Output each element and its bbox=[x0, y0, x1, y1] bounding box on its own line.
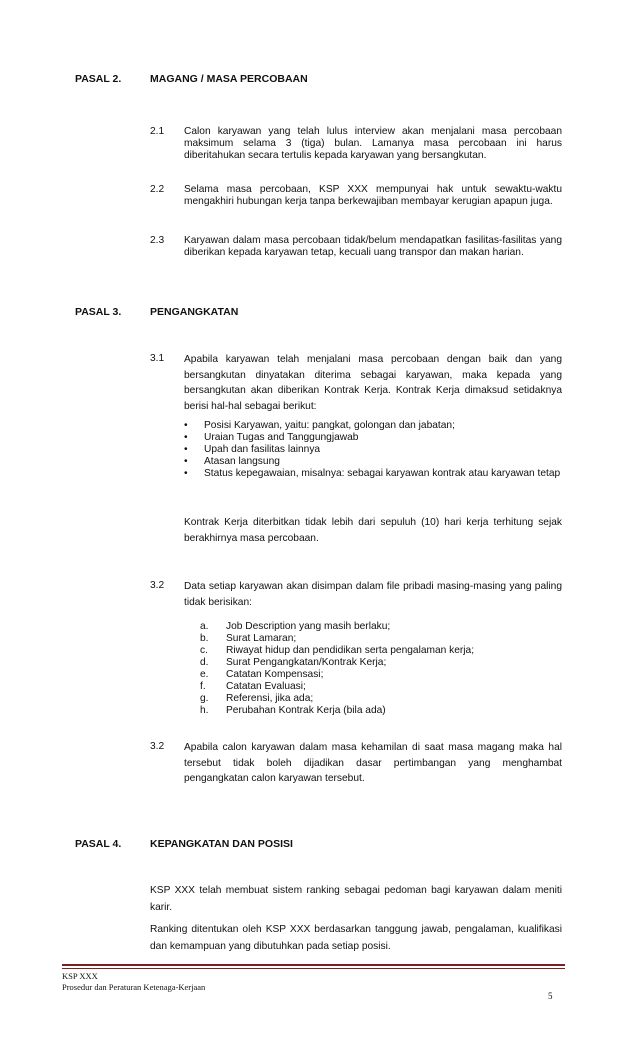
pasal-3-number: PASAL 3. bbox=[75, 306, 122, 318]
bullet-item: • Atasan langsung bbox=[184, 456, 280, 467]
bullet-item: • Upah dan fasilitas lainnya bbox=[184, 444, 321, 455]
list-item: f. Catatan Evaluasi; bbox=[200, 681, 306, 692]
bullet-item: • Uraian Tugas and Tanggungjawab bbox=[184, 432, 359, 443]
bullet-item: • Status kepegawaian, misalnya: sebagai karyawan kontrak atau karyawan tetap bbox=[184, 468, 561, 479]
pasal-3-bullet-list bbox=[184, 420, 562, 480]
footer-doc-title: Prosedur dan Peraturan Ketenaga-Kerjaan bbox=[62, 982, 206, 992]
pasal-4-paragraph-2: Ranking ditentukan oleh KSP XXX berdasarkan tanggung jawab, pengalaman, kualifikasi dan kemampuan yang dibutuhkan pada setiap posisi. bbox=[150, 924, 562, 952]
pasal-2-item-3-number: 2.3 bbox=[150, 235, 165, 246]
pasal-2-item-2-text: Selama masa percobaan, KSP XXX mempunyai hak untuk sewaktu-waktu mengakhiri hubungan kerja tanpa berkewajiban membayar kerugian apapun juga. bbox=[184, 184, 562, 207]
list-item: c. Riwayat hidup dan pendidikan serta pengalaman kerja; bbox=[200, 645, 475, 656]
footer-rule-thick bbox=[62, 964, 565, 966]
pasal-3-item-2-number: 3.2 bbox=[150, 580, 165, 591]
bullet-icon: • bbox=[184, 432, 188, 443]
pasal-2-item-1-number: 2.1 bbox=[150, 126, 165, 137]
bullet-item: • Posisi Karyawan, yaitu: pangkat, golongan dan jabatan; bbox=[184, 420, 455, 431]
pasal-2-item-3-text: Karyawan dalam masa percobaan tidak/belum mendapatkan fasilitas-fasilitas yang diberikan kepada karyawan tetap, kecuali uang transpor dan makan harian. bbox=[184, 235, 562, 258]
pasal-3-item-3-number: 3.2 bbox=[150, 741, 165, 752]
pasal-2-title: MAGANG / MASA PERCOBAAN bbox=[150, 73, 308, 85]
pasal-3-document-list bbox=[200, 621, 562, 717]
pasal-3-item-3-text: Apabila calon karyawan dalam masa kehamilan di saat masa magang maka hal tersebut tidak boleh dijadikan dasar pertimbangan yang menghambat pengangkatan calon karyawan tersebut. bbox=[184, 742, 562, 784]
pasal-4-paragraph-1: KSP XXX telah membuat sistem ranking sebagai pedoman bagi karyawan dalam meniti karir. bbox=[150, 885, 562, 913]
pasal-3-item-2-text: Data setiap karyawan akan disimpan dalam file pribadi masing-masing yang paling tidak berisikan: bbox=[184, 581, 562, 608]
pasal-2-item-2-number: 2.2 bbox=[150, 184, 165, 195]
page-number: 5 bbox=[548, 991, 553, 1001]
pasal-3-item-1-text: Apabila karyawan telah menjalani masa percobaan dengan baik dan yang bersangkutan dinyatakan diterima sebagai karyawan, maka kepada yang bersangkutan akan diberikan Kontrak Kerja. Kontrak Kerja dimaksud setidaknya berisi hal-hal sebagai berikut: bbox=[184, 354, 562, 412]
pasal-3-item-1-number: 3.1 bbox=[150, 353, 165, 364]
list-item: e. Catatan Kompensasi; bbox=[200, 669, 324, 680]
list-item: a. Job Description yang masih berlaku; bbox=[200, 621, 391, 632]
pasal-2-item-1-text: Calon karyawan yang telah lulus interview akan menjalani masa percobaan maksimum selama 3 (tiga) bulan. Lamanya masa percobaan ini harus diberitahukan secara tertulis kepada karyawan yang bersangkutan. bbox=[184, 126, 562, 161]
list-item: d. Surat Pengangkatan/Kontrak Kerja; bbox=[200, 657, 387, 668]
bullet-icon: • bbox=[184, 468, 188, 479]
pasal-3-item-1-closing: Kontrak Kerja diterbitkan tidak lebih dari sepuluh (10) hari kerja terhitung sejak berakhirnya masa percobaan. bbox=[184, 517, 562, 544]
pasal-3-title: PENGANGKATAN bbox=[150, 306, 239, 318]
pasal-2-number: PASAL 2. bbox=[75, 73, 122, 85]
list-item: h. Perubahan Kontrak Kerja (bila ada) bbox=[200, 705, 386, 716]
bullet-icon: • bbox=[184, 444, 188, 455]
footer-rule-thin bbox=[62, 968, 565, 969]
bullet-icon: • bbox=[184, 420, 188, 431]
list-item: g. Referensi, jika ada; bbox=[200, 693, 314, 704]
list-item: b. Surat Lamaran; bbox=[200, 633, 297, 644]
footer-org: KSP XXX bbox=[62, 971, 98, 981]
pasal-4-number: PASAL 4. bbox=[75, 838, 122, 850]
bullet-icon: • bbox=[184, 456, 188, 467]
pasal-4-title: KEPANGKATAN DAN POSISI bbox=[150, 838, 293, 850]
